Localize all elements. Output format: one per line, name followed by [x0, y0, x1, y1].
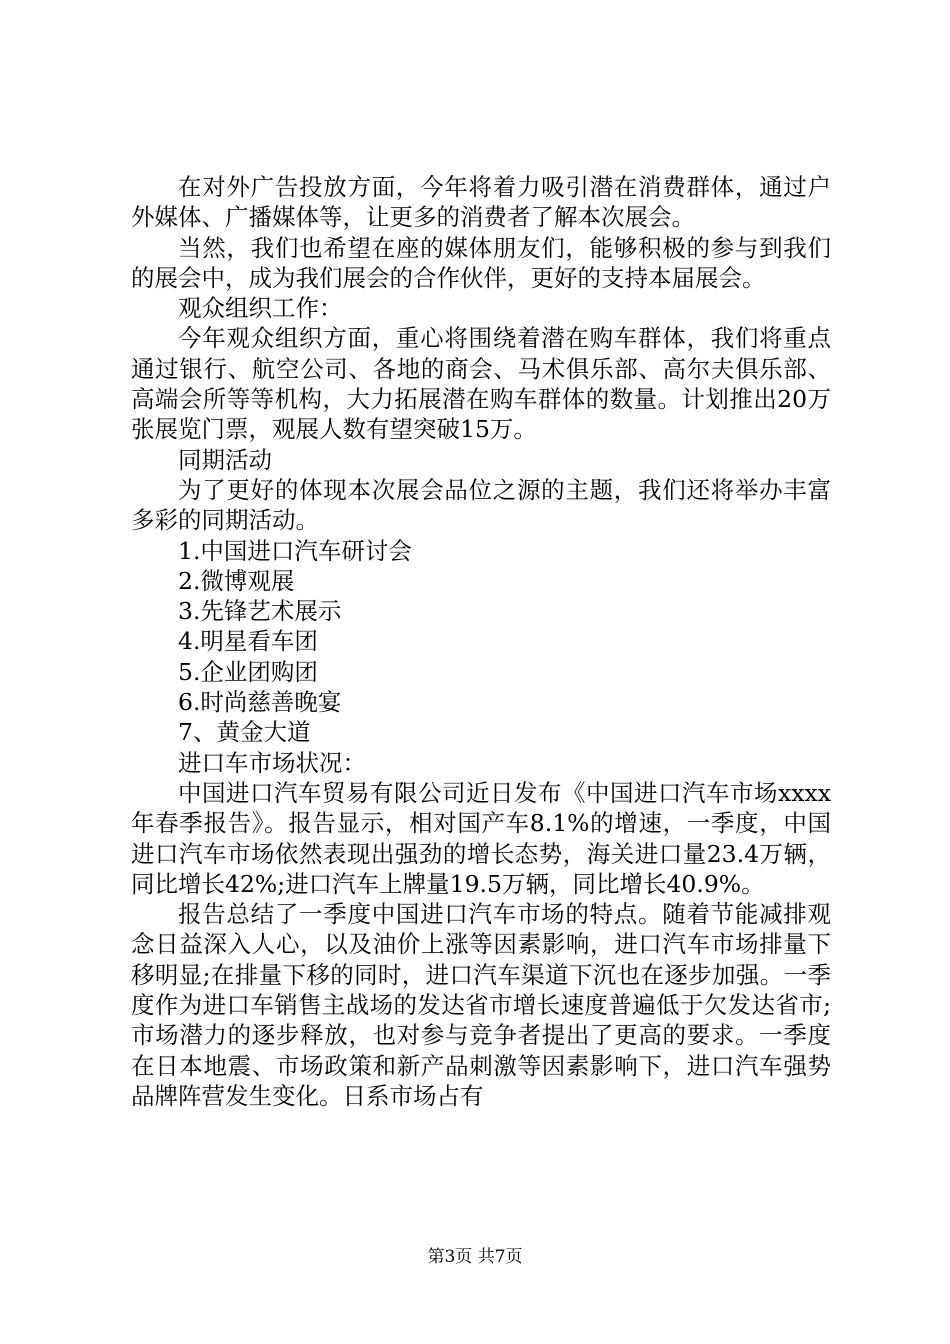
paragraph-audience-organization: 今年观众组织方面，重心将围绕着潜在购车群体，我们将重点通过银行、航空公司、各地的商会、马术俱乐部、高尔夫俱乐部、高端会所等等机构，大力拓展潜在购车群体的数量。计划推出20万张展览门票，观展人数有望突破15万。 [131, 324, 831, 444]
document-body [131, 172, 831, 1111]
list-item: 7、黄金大道 [178, 718, 311, 747]
list-item: 1.中国进口汽车研讨会 [178, 536, 412, 565]
list-item: 6.时尚慈善晚宴 [178, 688, 342, 717]
paragraph-media-invitation: 当然，我们也希望在座的媒体朋友们，能够积极的参与到我们的展会中，成为我们展会的合作伙伴，更好的支持本届展会。 [131, 233, 831, 292]
heading-concurrent-events: 同期活动 [178, 445, 272, 474]
paragraph-spring-report: 中国进口汽车贸易有限公司近日发布《中国进口汽车市场xxxx年春季报告》。报告显示，相对国产车8.1%的增速，一季度，中国进口汽车市场依然表现出强劲的增长态势，海关进口量23.4万辆，同比增长42%;进口汽车上牌量19.5万辆，同比增长40.9%。 [131, 778, 831, 898]
paragraph-advertising: 在对外广告投放方面，今年将着力吸引潜在消费群体，通过户外媒体、广播媒体等，让更多的消费者了解本次展会。 [131, 173, 831, 232]
paragraph-report-summary: 报告总结了一季度中国进口汽车市场的特点。随着节能减排观念日益深入人心，以及油价上涨等因素影响，进口汽车市场排量下移明显;在排量下移的同时，进口汽车渠道下沉也在逐步加强。一季度作为进口车销售主战场的发达省市增长速度普遍低于欠发达省市;市场潜力的逐步释放，也对参与竞争者提出了更高的要求。一季度在日本地震、市场政策和新产品刺激等因素影响下，进口汽车强势品牌阵营发生变化。日系市场占有 [131, 900, 831, 1110]
paragraph-concurrent-events: 为了更好的体现本次展会品位之源的主题，我们还将举办丰富多彩的同期活动。 [131, 475, 831, 535]
list-item: 3.先锋艺术展示 [178, 597, 342, 626]
event-list [131, 536, 831, 748]
list-item: 4.明星看车团 [178, 627, 318, 656]
heading-import-market: 进口车市场状况： [178, 748, 366, 777]
list-item: 2.微博观展 [178, 566, 295, 595]
list-item: 5.企业团购团 [178, 657, 318, 686]
heading-audience-organization: 观众组织工作： [178, 294, 343, 323]
page-footer: 第3页 共7页 [427, 1247, 523, 1267]
